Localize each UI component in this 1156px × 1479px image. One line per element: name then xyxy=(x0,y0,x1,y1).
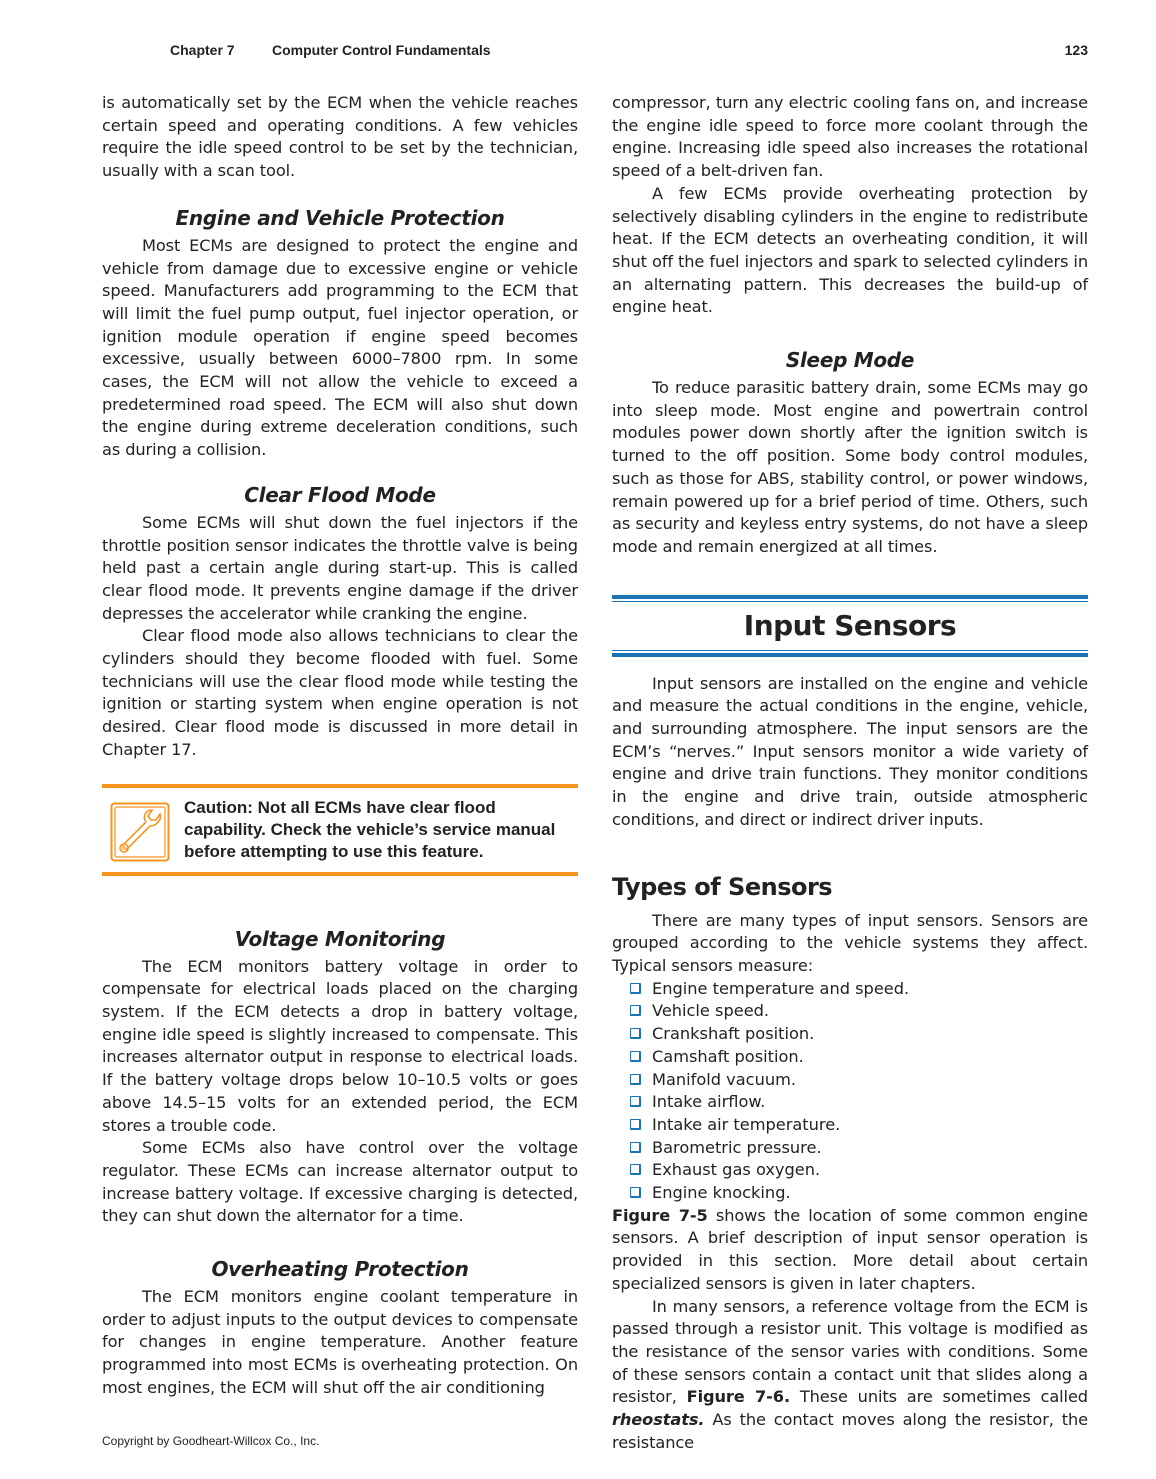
intro-paragraph: is automatically set by the ECM when the vehicle reaches certain speed and operating conditions. A few vehicles require the idle speed control to be set by the technician, usually with a scan tool. xyxy=(102,93,578,181)
right-column xyxy=(612,92,1088,1454)
running-head xyxy=(170,42,1088,62)
list-item: Exhaust gas oxygen. xyxy=(630,1159,1088,1182)
paragraph-clear-flood-1: Some ECMs will shut down the fuel injectors if the throttle position sensor indicates the throttle valve is being held past a certain angle during start-up. This is called clear flood mode. It prevents engine damage if the driver depresses the accelerator while cranking the engine. xyxy=(102,512,578,623)
paragraph-clear-flood-2: Clear flood mode also allows technicians to clear the cylinders should they become flooded with fuel. Some technicians will use the clear flood mode while testing the ignition or starting system when engine operation is not desired. Clear flood mode is discussed in more detail in Chapter 17. xyxy=(102,626,578,759)
figure-reference-7-5[interactable]: Figure 7-5 xyxy=(612,1205,708,1225)
checkbox-icon xyxy=(630,1142,641,1153)
paragraph-voltage-monitoring-1: The ECM monitors battery voltage in order to compensate for electrical loads placed on the charging system. If the ECM detects a drop in battery voltage, engine idle speed is slightly increased to compensate. This increases alternator output in response to electrical loads. If the battery voltage drops below 10–10.5 volts or goes above 14.5–15 volts for an extended period, the ECM stores a trouble code. xyxy=(102,956,578,1135)
paragraph-types-intro: There are many types of input sensors. Sensors are grouped according to the vehicle systems they affect. Typical sensors measure: xyxy=(612,910,1088,975)
section-heading-engine-protection: Engine and Vehicle Protection xyxy=(175,205,505,230)
caution-text: Caution: Not all ECMs have clear flood capability. Check the vehicle’s service manual before attempting to use this feature. xyxy=(184,797,556,861)
left-column xyxy=(102,92,578,1400)
list-item: Camshaft position. xyxy=(630,1046,1088,1069)
list-item: Engine knocking. xyxy=(630,1182,1088,1205)
section-heading-overheating: Overheating Protection xyxy=(211,1257,469,1282)
list-item: Intake air temperature. xyxy=(630,1114,1088,1137)
checkbox-icon xyxy=(630,1119,641,1130)
list-item: Barometric pressure. xyxy=(630,1137,1088,1160)
section-heading-voltage-monitoring: Voltage Monitoring xyxy=(234,926,446,951)
checkbox-icon xyxy=(630,983,641,994)
term-rheostats: rheostats. xyxy=(612,1410,705,1430)
checkbox-icon xyxy=(630,1164,641,1175)
paragraph-figure-7-5: Figure 7-5 shows the location of some common engine sensors. A brief description of input sensor operation is provided in this section. More detail about certain specialized sensors is given in later chapters. xyxy=(612,1205,1088,1293)
subheading-types-of-sensors: Types of Sensors xyxy=(612,872,833,901)
list-item: Crankshaft position. xyxy=(630,1023,1088,1046)
checkbox-icon xyxy=(630,1074,641,1085)
caution-box xyxy=(102,784,578,876)
checkbox-icon xyxy=(630,1005,641,1016)
list-item: Intake airflow. xyxy=(630,1091,1088,1114)
checkbox-icon xyxy=(630,1028,641,1039)
figure-reference-7-6[interactable]: Figure 7-6. xyxy=(686,1387,791,1407)
section-heading-sleep-mode: Sleep Mode xyxy=(785,348,915,373)
paragraph-rheostats: In many sensors, a reference voltage from the ECM is passed through a resistor unit. This voltage is modified as the resistance of the sensor varies with conditions. Some of these sensors contain a contact unit that slides along a resistor, Figure 7-6. These units are sometimes called rheostats. As the contact moves along the resistor, the resistance xyxy=(612,1296,1088,1452)
paragraph-overheating: The ECM monitors engine coolant temperature in order to adjust inputs to the output devices to compensate for changes in engine temperature. Another feature programmed into most ECMs is overheating protection. On most engines, the ECM will shut off the air conditioning xyxy=(102,1287,578,1397)
list-item: Vehicle speed. xyxy=(630,1000,1088,1023)
heading-rule-bottom xyxy=(612,650,1088,657)
list-item: Engine temperature and speed. xyxy=(630,978,1088,1001)
section-heading-clear-flood: Clear Flood Mode xyxy=(244,482,436,507)
page-number: 123 xyxy=(1064,42,1088,58)
checkbox-icon xyxy=(630,1096,641,1107)
heading-rule-top xyxy=(612,595,1088,602)
copyright-footer: Copyright by Goodheart-Willcox Co., Inc. xyxy=(102,1434,320,1448)
paragraph-voltage-monitoring-2: Some ECMs also have control over the voltage regulator. These ECMs can increase alternator output to increase battery voltage. If excessive charging is detected, they can shut down the alternator for a time. xyxy=(102,1138,578,1226)
paragraph-overheating-cont-1: compressor, turn any electric cooling fans on, and increase the engine idle speed to force more coolant through the engine. Increasing idle speed also increases the rotational speed of a belt-driven fan. xyxy=(612,93,1088,181)
chapter-number: Chapter 7 xyxy=(170,42,235,58)
chapter-title: Computer Control Fundamentals xyxy=(272,42,491,58)
paragraph-input-sensors: Input sensors are installed on the engine and vehicle and measure the actual conditions in the engine, vehicle, and surrounding atmosphere. The input sensors are the ECM’s “nerves.” Input sensors monitor a wide variety of engine and drive train functions. They monitor conditions in the engine and drive train, outside atmospheric conditions, and direct or indirect driver inputs. xyxy=(612,673,1088,829)
major-heading-input-sensors: Input Sensors xyxy=(743,608,957,642)
list-item: Manifold vacuum. xyxy=(630,1069,1088,1092)
wrench-icon xyxy=(110,802,170,862)
checkbox-icon xyxy=(630,1051,641,1062)
paragraph-engine-protection: Most ECMs are designed to protect the engine and vehicle from damage due to excessive engine or vehicle speed. Manufacturers add programming to the ECM that will limit the fuel pump output, fuel injector operation, or ignition module operation if engine speed becomes excessive, usually between 6000–7800 rpm. In some cases, the ECM will not allow the vehicle to exceed a predetermined road speed. The ECM will also shut down the engine during extreme deceleration conditions, such as during a collision. xyxy=(102,235,578,460)
paragraph-sleep-mode: To reduce parasitic battery drain, some ECMs may go into sleep mode. Most engine and powertrain control modules power down shortly after the ignition switch is turned to the off position. Some body control modules, such as those for ABS, stability control, or power windows, remain powered up for a brief period of time. Others, such as security and keyless entry systems, do not have a sleep mode and remain energized at all times. xyxy=(612,378,1088,556)
checkbox-icon xyxy=(630,1187,641,1198)
paragraph-overheating-cont-2: A few ECMs provide overheating protection by selectively disabling cylinders in the engine to redistribute heat. If the ECM detects an overheating condition, it will shut off the fuel injectors and spark to selected cylinders in an alternating pattern. This decreases the build-up of engine heat. xyxy=(612,183,1088,317)
sensor-list xyxy=(612,978,1088,1205)
